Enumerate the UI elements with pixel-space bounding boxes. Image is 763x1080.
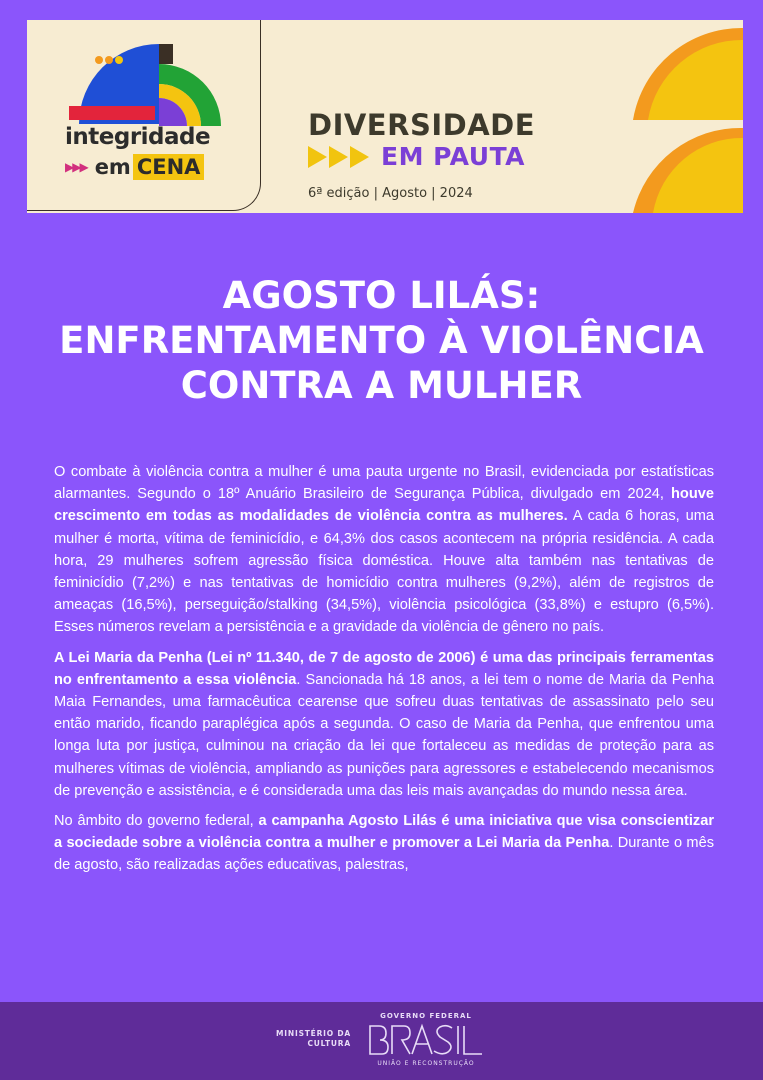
paragraph-2-text-b: . Sancionada há 18 anos, a lei tem o nome de Maria da Penha Maia Fernandes, uma farmacêutica cearense que sofreu duas tentativas de assassinato pelo seu então marido, ficando paraplégica após a segunda. O caso de Maria da Penha, que enfrentou uma longa luta por justiça, culminou na criação da lei que fortaleceu as medidas de proteção para as mulheres vítimas de violência, ampliando as punições para agressores e estabelecendo mecanismos de prevenção e assistência, e é considerada uma das leis mais avançadas do mundo nessa área. (54, 671, 715, 799)
brand-arrows-icon (308, 146, 369, 168)
paragraph-1-text-a: O combate à violência contra a mulher é uma pauta urgente no Brasil, evidenciada por estatísticas alarmantes. Segundo o 18º Anuário Brasileiro de Segurança Pública, divulgado em 2024, (54, 464, 714, 503)
ministry-label (266, 1029, 351, 1049)
government-slogan: UNIÃO E RECONSTRUÇÃO (377, 1060, 475, 1067)
brand-subtitle-row (308, 142, 525, 171)
ministry-line-1: MINISTÉRIO DA (276, 1029, 351, 1038)
logo-graphic-icon (63, 44, 233, 126)
article-body (54, 461, 714, 885)
brand-title: DIVERSIDADE (308, 108, 536, 142)
brasil-logo-icon (366, 1022, 486, 1058)
paragraph-2 (54, 647, 714, 802)
page-title (0, 273, 763, 408)
logo-row-em-cena (65, 154, 204, 180)
paragraph-3-text-c: . Durante o mês de agosto, são realizadas ações educativas, palestras, (54, 835, 715, 874)
brand-subtitle: EM PAUTA (381, 142, 526, 171)
paragraph-3 (54, 810, 714, 877)
paragraph-1-highlight: houve crescimento em todas as modalidades de violência contra as mulheres. (54, 486, 714, 525)
logo-word-em: em (94, 155, 131, 179)
title-line-1: AGOSTO LILÁS: (222, 274, 541, 317)
logo-arrows-icon: ▶▶▶ (65, 160, 87, 174)
integridade-em-cena-logo (27, 20, 261, 211)
footer (0, 1002, 763, 1080)
government-label: GOVERNO FEDERAL (380, 1012, 472, 1020)
ministry-line-2: CULTURA (307, 1039, 351, 1048)
paragraph-2-highlight: A Lei Maria da Penha (Lei nº 11.340, de 7 de agosto de 2006) é uma das principais ferramentas no enfrentamento a essa violência (54, 649, 714, 688)
paragraph-3-highlight: a campanha Agosto Lilás é uma iniciativa que visa conscientizar a sociedade sobre a violência contra a mulher e promover a Lei Maria da Penha (54, 813, 714, 852)
logo-word-cena: CENA (133, 154, 205, 180)
title-line-2: ENFRENTAMENTO À VIOLÊNCIA (59, 319, 704, 362)
decorative-shapes-icon (633, 20, 743, 213)
edition-info: 6ª edição | Agosto | 2024 (308, 186, 473, 201)
paragraph-1 (54, 461, 714, 639)
title-line-3: CONTRA A MULHER (180, 364, 583, 407)
paragraph-1-text-c: A cada 6 horas, uma mulher é morta, vítima de feminicídio, e 64,3% dos casos acontecem na própria residência. A cada hora, 29 mulheres sofrem agressão física doméstica. Houve alta também nas tentativas de feminicídio (7,2%) e nas tentativas de homicídio contra mulheres (9,2%), além de registros de ameaças (16,5%), perseguição/stalking (34,5%), violência psicológica (33,8%) e estupro (6,5%). Esses números revelam a persistência e a gravidade da violência de gênero no país. (54, 508, 715, 636)
paragraph-3-text-a: No âmbito do governo federal, (54, 813, 259, 830)
header-banner (27, 20, 743, 213)
logo-word-integridade: integridade (65, 124, 211, 150)
